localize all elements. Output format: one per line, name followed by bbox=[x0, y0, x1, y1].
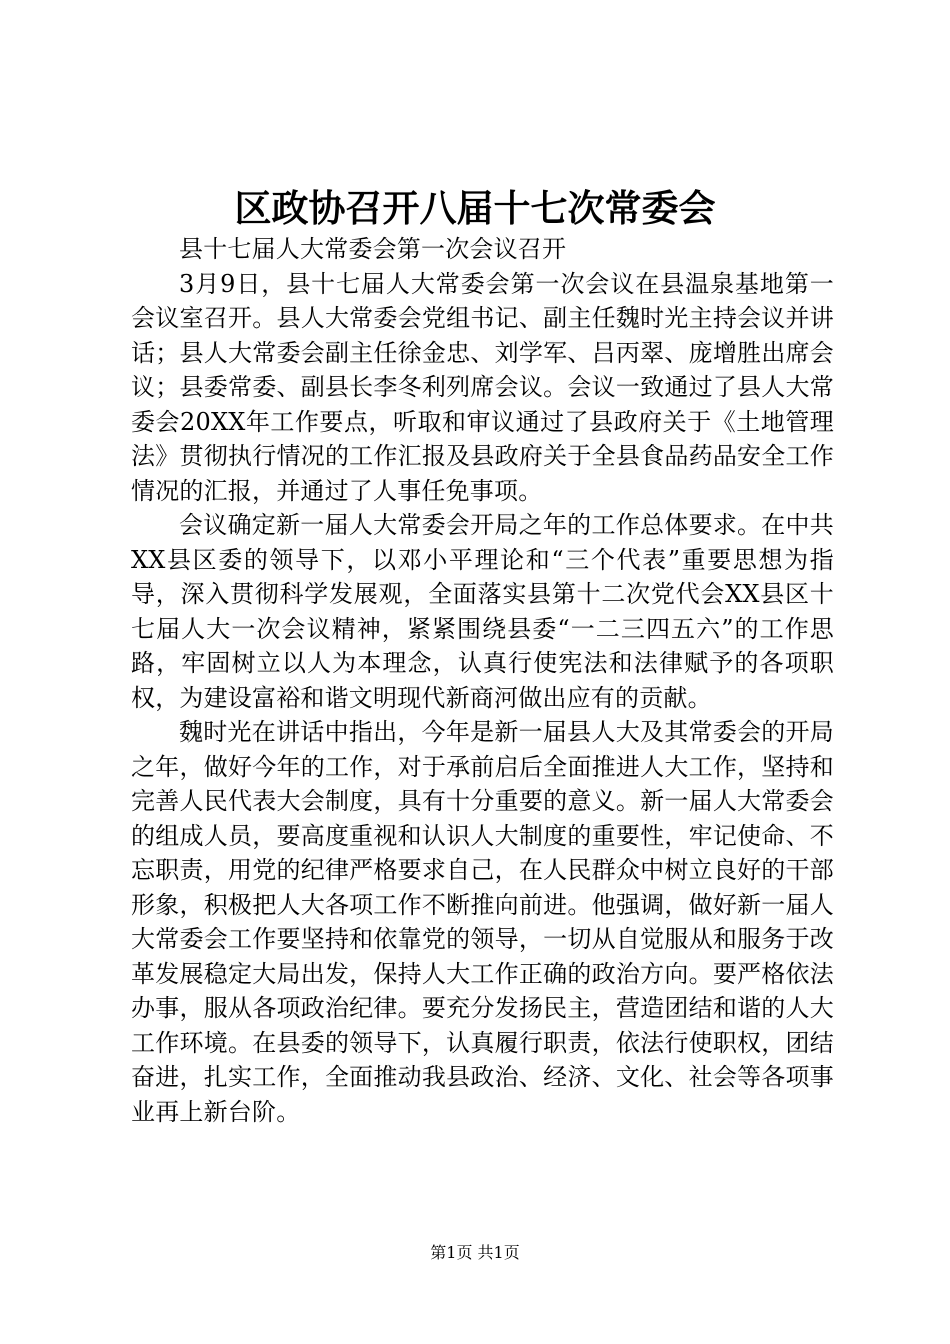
paragraph-meeting-summary: 3月9日，县十七届人大常委会第一次会议在县温泉基地第一会议室召开。县人大常委会党组书记、副主任魏时光主持会议并讲话；县人大常委会副主任徐金忠、刘学军、吕丙翠、庞增胜出席会议；县委常委、副县长李冬利列席会议。会议一致通过了县人大常委会20XX年工作要点，听取和审议通过了县政府关于《土地管理法》贯彻执行情况的工作汇报及县政府关于全县食品药品安全工作情况的汇报，并通过了人事任免事项。 bbox=[131, 269, 834, 505]
paragraph-work-requirements: 会议确定新一届人大常委会开局之年的工作总体要求。在中共XX县区委的领导下，以邓小平理论和“三个代表”重要思想为指导，深入贯彻科学发展观，全面落实县第十二次党代会XX县区十七届人大一次会议精神，紧紧围绕县委“一二三四五六”的工作思路，牢固树立以人为本理念，认真行使宪法和法律赋予的各项职权，为建设富裕和谐文明现代新商河做出应有的贡献。 bbox=[131, 511, 834, 712]
paragraph-speech: 魏时光在讲话中指出，今年是新一届县人大及其常委会的开局之年，做好今年的工作，对于承前启后全面推进人大工作，坚持和完善人民代表大会制度，具有十分重要的意义。新一届人大常委会的组成人员，要高度重视和认识人大制度的重要性，牢记使命、不忘职责，用党的纪律严格要求自己，在人民群众中树立良好的干部形象，积极把人大各项工作不断推向前进。他强调，做好新一届人大常委会工作要坚持和依靠党的领导，一切从自觉服从和服务于改革发展稳定大局出发，保持人大工作正确的政治方向。要严格依法办事，服从各项政治纪律。要充分发扬民主，营造团结和谐的人大工作环境。在县委的领导下，认真履行职责，依法行使职权，团结奋进，扎实工作，全面推动我县政治、经济、文化、社会等各项事业再上新台阶。 bbox=[131, 718, 834, 1126]
document-body bbox=[131, 232, 834, 1129]
page-footer: 第1页 共1页 bbox=[430, 1243, 520, 1262]
document-title: 区政协召开八届十七次常委会 bbox=[234, 186, 716, 230]
paragraph-headline: 县十七届人大常委会第一次会议召开 bbox=[179, 235, 567, 263]
